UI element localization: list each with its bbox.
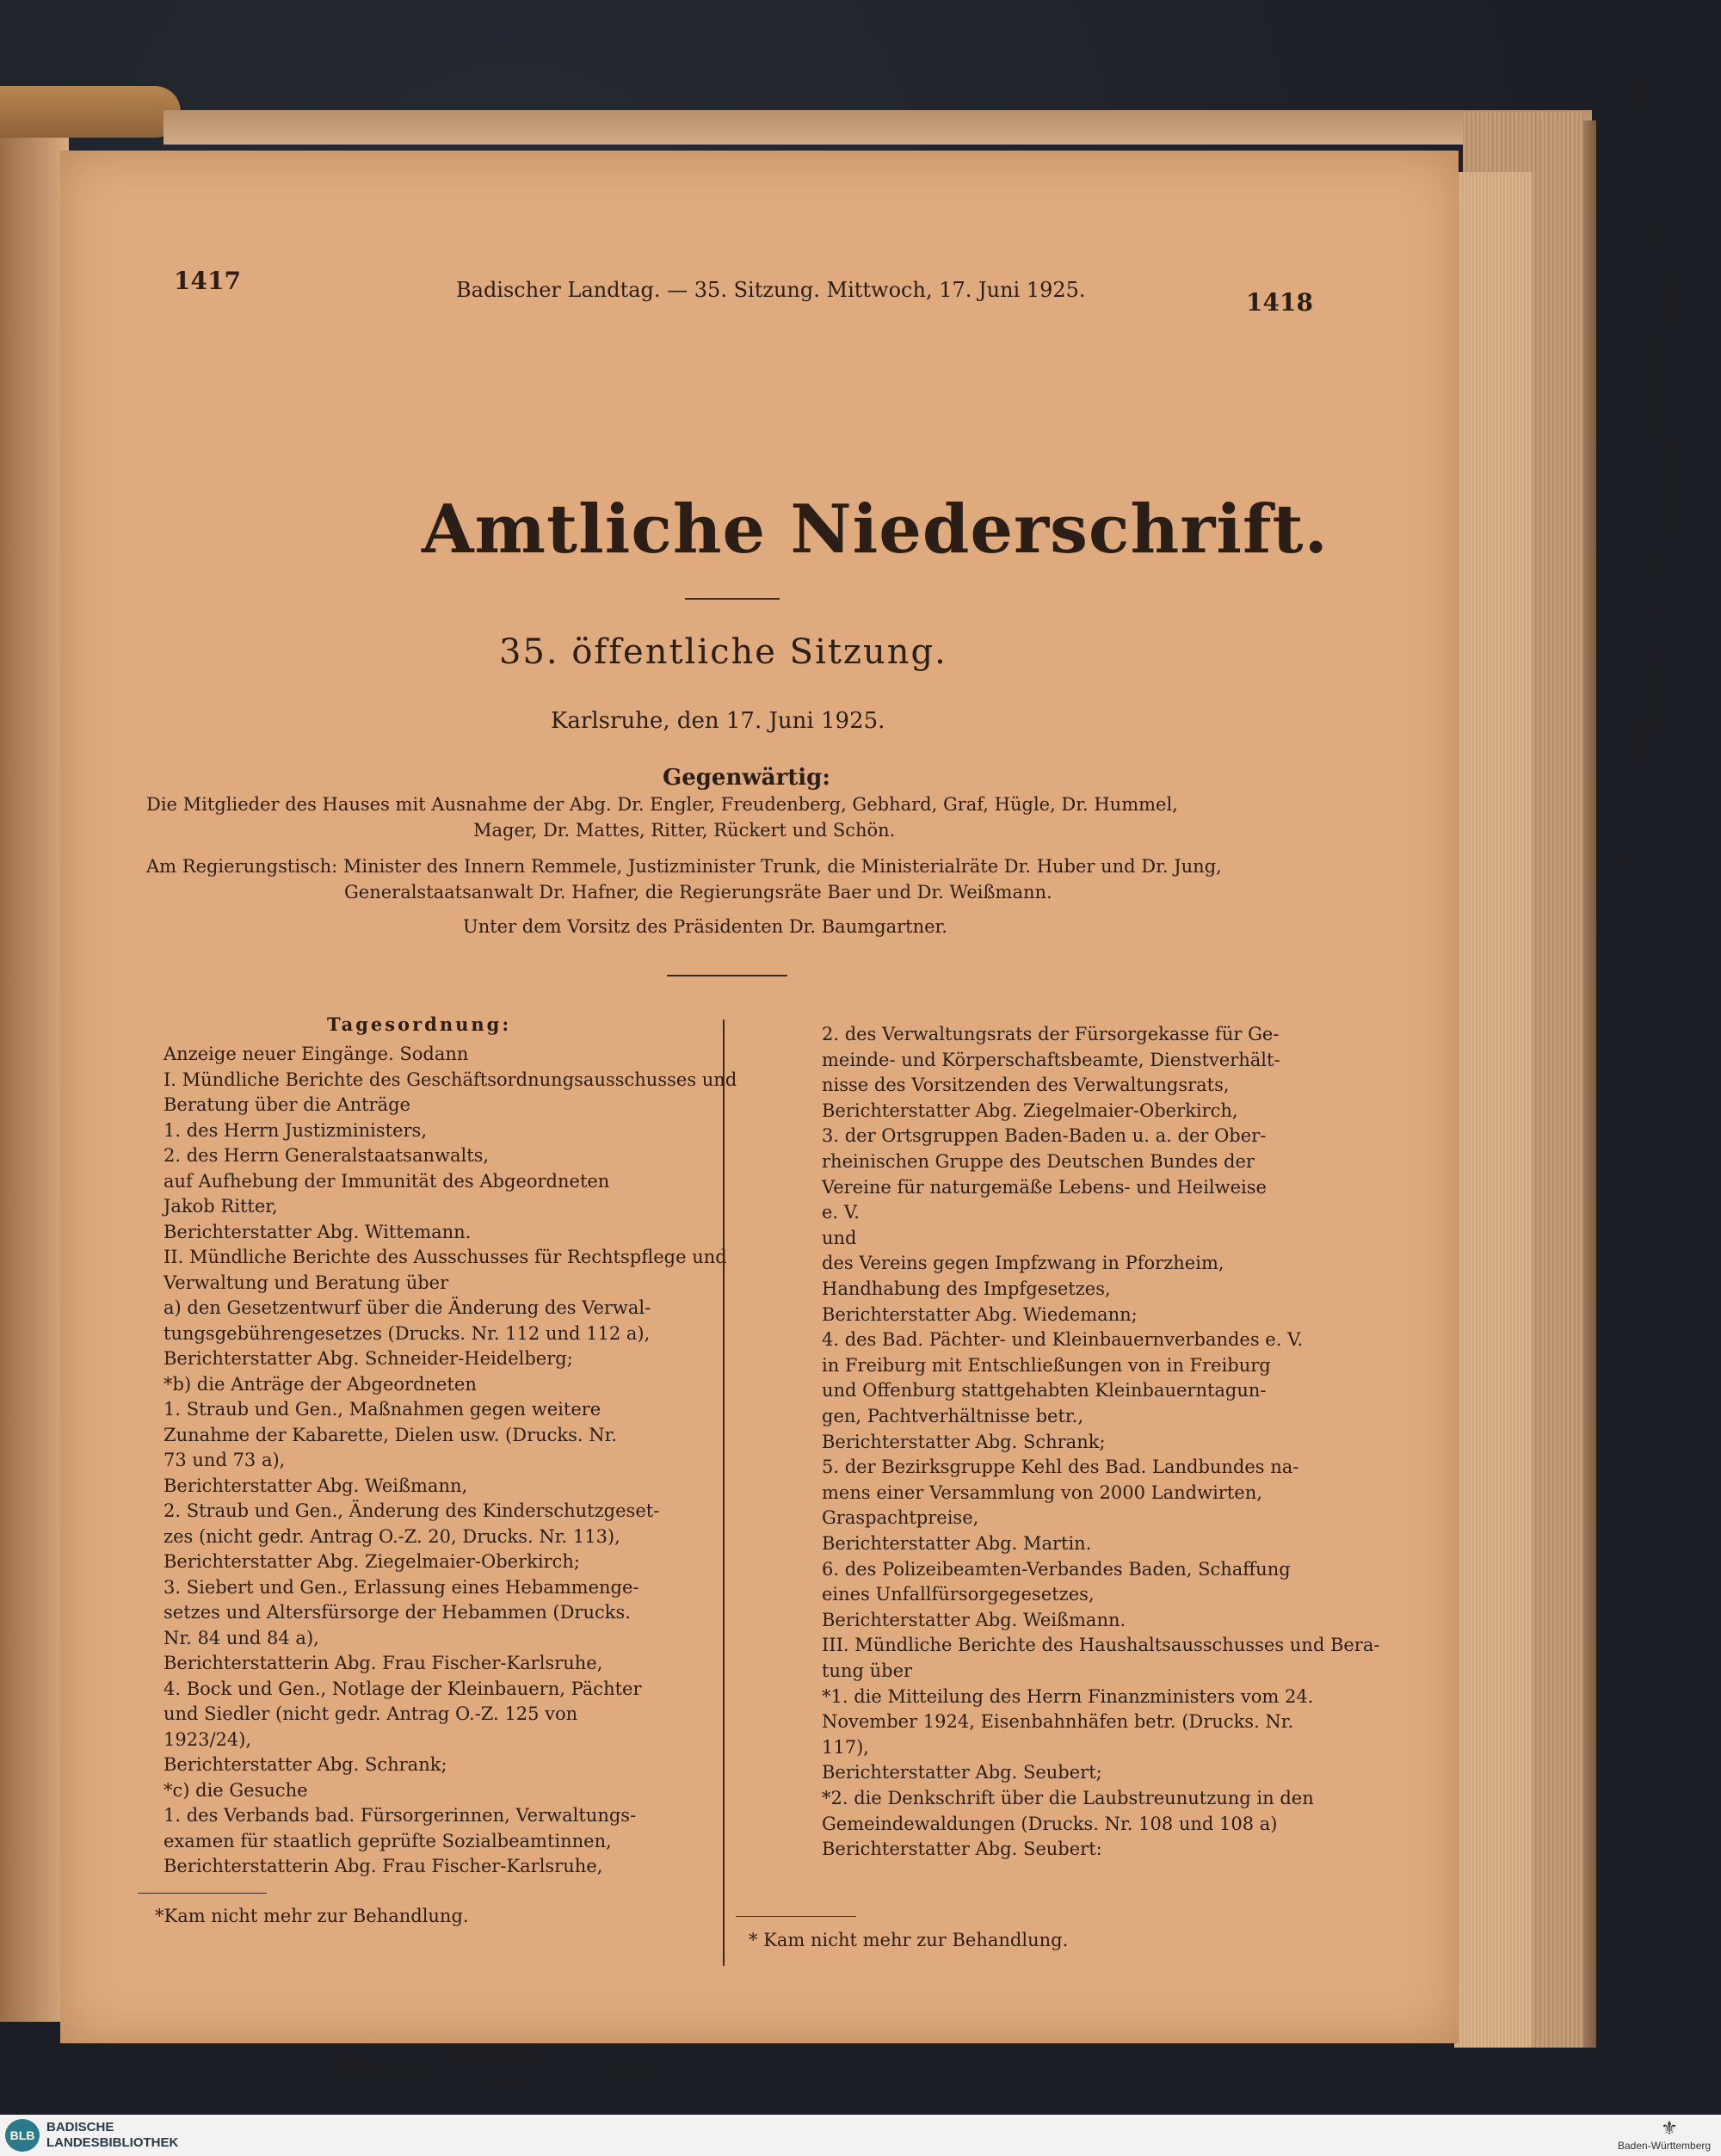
session-subtitle: 35. öffentliche Sitzung. bbox=[499, 632, 947, 672]
agenda-line: Berichterstatter Abg. Schrank; bbox=[163, 1754, 447, 1775]
agenda-line: des Vereins gegen Impfzwang in Pforzheim, bbox=[822, 1253, 1224, 1274]
facing-page-strip bbox=[0, 138, 69, 2022]
place-date: Karlsruhe, den 17. Juni 1925. bbox=[551, 708, 885, 734]
state-crest-icon: ⚜ bbox=[1661, 2117, 1678, 2139]
agenda-line: und Siedler (nicht gedr. Antrag O.-Z. 125 von bbox=[163, 1703, 578, 1724]
left-page-number: 1417 bbox=[174, 267, 241, 295]
right-footnote: * Kam nicht mehr zur Behandlung. bbox=[749, 1930, 1069, 1950]
agenda-line: Berichterstatterin Abg. Frau Fischer-Karlsruhe, bbox=[163, 1653, 603, 1673]
column-divider bbox=[723, 1019, 725, 1966]
members-line-1: Die Mitglieder des Hauses mit Ausnahme der Abg. Dr. Engler, Freudenberg, Gebhard, Graf, Hügle, Dr. Hummel, bbox=[146, 794, 1178, 815]
agenda-line: 1. des Verbands bad. Fürsorgerinnen, Verwaltungs- bbox=[163, 1805, 637, 1826]
agenda-line: Graspachtpreise, bbox=[822, 1507, 979, 1529]
agenda-line: Berichterstatter Abg. Schrank; bbox=[822, 1431, 1106, 1452]
agenda-line: Zunahme der Kabarette, Dielen usw. (Drucks. Nr. bbox=[163, 1424, 618, 1445]
library-name-line-2: LANDESBIBLIOTHEK bbox=[46, 2135, 179, 2150]
agenda-line: 6. des Polizeibeamten-Verbandes Baden, Schaffung bbox=[822, 1558, 1291, 1580]
government-line-2: Generalstaatsanwalt Dr. Hafner, die Regierungsräte Baer und Dr. Weißmann. bbox=[344, 882, 1052, 902]
agenda-line: Verwaltung und Beratung über bbox=[163, 1272, 449, 1293]
agenda-line: Anzeige neuer Eingänge. Sodann bbox=[163, 1044, 469, 1064]
agenda-line: 5. der Bezirksgruppe Kehl des Bad. Landbundes na- bbox=[822, 1457, 1299, 1478]
section-divider bbox=[667, 975, 787, 976]
agenda-line: *2. die Denkschrift über die Laubstreunutzung in den bbox=[822, 1788, 1314, 1808]
government-line-1: Am Regierungstisch: Minister des Innern Remmele, Justizminister Trunk, die Ministerialräte Dr. Huber und Dr. Jung, bbox=[146, 856, 1222, 877]
agenda-line: zes (nicht gedr. Antrag O.-Z. 20, Drucks. Nr. 113), bbox=[163, 1525, 620, 1547]
agenda-line: 4. Bock und Gen., Notlage der Kleinbauern, Pächter bbox=[163, 1678, 642, 1699]
agenda-line: 3. Siebert und Gen., Erlassung eines Hebammenge- bbox=[163, 1576, 639, 1598]
agenda-line: Berichterstatter Abg. Weißmann. bbox=[822, 1609, 1126, 1630]
agenda-line: a) den Gesetzentwurf über die Änderung des Verwal- bbox=[163, 1297, 651, 1318]
agenda-line: Berichterstatter Abg. Wiedemann; bbox=[822, 1303, 1138, 1325]
agenda-line: 1. des Herrn Justizministers, bbox=[163, 1119, 427, 1141]
agenda-line: 2. des Herrn Generalstaatsanwalts, bbox=[163, 1145, 490, 1166]
agenda-line: III. Mündliche Berichte des Haushaltsausschusses und Bera- bbox=[822, 1635, 1380, 1656]
page-stack bbox=[1454, 172, 1532, 2048]
agenda-line: tungsgebührengesetzes (Drucks. Nr. 112 und 112 a), bbox=[163, 1322, 651, 1344]
agenda-line: auf Aufhebung der Immunität des Abgeordneten bbox=[163, 1170, 610, 1192]
agenda-line: November 1924, Eisenbahnhäfen betr. (Drucks. Nr. bbox=[822, 1711, 1294, 1733]
agenda-line: Handhabung des Impfgesetzes, bbox=[822, 1278, 1111, 1299]
agenda-line: Berichterstatter Abg. Ziegelmaier-Oberkirch, bbox=[822, 1100, 1238, 1121]
agenda-line: e. V. bbox=[822, 1202, 860, 1223]
page-title: Amtliche Niederschrift. bbox=[422, 490, 1329, 569]
library-name-line-1: BADISCHE bbox=[46, 2120, 114, 2134]
agenda-line: Berichterstatter Abg. Ziegelmaier-Oberkirch; bbox=[163, 1551, 580, 1572]
agenda-line: I. Mündliche Berichte des Geschäftsordnungsausschusses und bbox=[163, 1069, 737, 1090]
agenda-line: 3. der Ortsgruppen Baden-Baden u. a. der Ober- bbox=[822, 1125, 1267, 1147]
left-footnote-rule bbox=[138, 1893, 267, 1894]
agenda-line: examen für staatlich geprüfte Sozialbeamtinnen, bbox=[163, 1830, 612, 1851]
agenda-line: Berichterstatter Abg. Seubert: bbox=[822, 1839, 1102, 1860]
agenda-line: und Offenburg stattgehabten Kleinbauerntagun- bbox=[822, 1380, 1267, 1401]
document-page bbox=[60, 151, 1459, 2043]
agenda-line: 4. des Bad. Pächter- und Kleinbauernverbandes e. V. bbox=[822, 1329, 1304, 1351]
agenda-line: tung über bbox=[822, 1660, 913, 1681]
agenda-line: Berichterstatter Abg. Wittemann. bbox=[163, 1221, 472, 1242]
agenda-line: Berichterstatter Abg. Schneider-Heidelberg; bbox=[163, 1348, 573, 1369]
library-logo-icon: BLB bbox=[5, 2119, 40, 2152]
agenda-line: 1923/24), bbox=[163, 1728, 252, 1750]
agenda-line: in Freiburg mit Entschließungen von in Freiburg bbox=[822, 1354, 1271, 1376]
agenda-line: Berichterstatter Abg. Martin. bbox=[822, 1533, 1092, 1554]
agenda-line: Beratung über die Anträge bbox=[163, 1094, 410, 1115]
agenda-line: *c) die Gesuche bbox=[163, 1779, 308, 1801]
agenda-line: eines Unfallfürsorgegesetzes, bbox=[822, 1584, 1095, 1605]
agenda-line: und bbox=[822, 1227, 857, 1248]
agenda-line: II. Mündliche Berichte des Ausschusses für Rechtspflege und bbox=[163, 1247, 727, 1267]
left-footnote: *Kam nicht mehr zur Behandlung. bbox=[155, 1906, 469, 1926]
agenda-line: Nr. 84 und 84 a), bbox=[163, 1627, 319, 1648]
library-name bbox=[46, 2120, 178, 2151]
bookmark-ribbon bbox=[0, 86, 181, 138]
agenda-line: Gemeindewaldungen (Drucks. Nr. 108 und 108 a) bbox=[822, 1813, 1278, 1834]
agenda-line: rheinischen Gruppe des Deutschen Bundes der bbox=[822, 1151, 1255, 1172]
title-divider bbox=[685, 598, 780, 600]
members-line-2: Mager, Dr. Mattes, Ritter, Rückert und Schön. bbox=[473, 820, 896, 841]
agenda-line: meinde- und Körperschaftsbeamte, Dienstverhält- bbox=[822, 1049, 1280, 1070]
agenda-line: *1. die Mitteilung des Herrn Finanzministers vom 24. bbox=[822, 1685, 1314, 1707]
agenda-line: 73 und 73 a), bbox=[163, 1450, 286, 1470]
agenda-line: *b) die Anträge der Abgeordneten bbox=[163, 1373, 477, 1395]
agenda-line: 2. des Verwaltungsrats der Fürsorgekasse für Ge- bbox=[822, 1024, 1280, 1044]
agenda-line: 1. Straub und Gen., Maßnahmen gegen weitere bbox=[163, 1399, 601, 1420]
agenda-line: Berichterstatter Abg. Seubert; bbox=[822, 1762, 1102, 1783]
agenda-line: Berichterstatter Abg. Weißmann, bbox=[163, 1475, 468, 1496]
right-footnote-rule bbox=[736, 1916, 856, 1917]
agenda-line: Vereine für naturgemäße Lebens- und Heilweise bbox=[822, 1176, 1267, 1198]
agenda-line: setzes und Altersfürsorge der Hebammen (Drucks. bbox=[163, 1602, 631, 1623]
chair-line: Unter dem Vorsitz des Präsidenten Dr. Baumgartner. bbox=[463, 916, 947, 937]
right-page-number: 1418 bbox=[1246, 288, 1313, 317]
agenda-heading: Tagesordnung: bbox=[327, 1013, 512, 1035]
state-label: Baden-Württemberg bbox=[1618, 2140, 1712, 2152]
present-heading: Gegenwärtig: bbox=[663, 765, 830, 791]
agenda-line: mens einer Versammlung von 2000 Landwirten, bbox=[822, 1481, 1262, 1503]
agenda-line: Berichterstatterin Abg. Frau Fischer-Karlsruhe, bbox=[163, 1856, 603, 1876]
book-top-edge bbox=[163, 110, 1592, 145]
running-title: Badischer Landtag. — 35. Sitzung. Mittwoch, 17. Juni 1925. bbox=[456, 278, 1086, 302]
agenda-line: Jakob Ritter, bbox=[163, 1196, 278, 1217]
agenda-line: gen, Pachtverhältnisse betr., bbox=[822, 1406, 1083, 1426]
agenda-line: 117), bbox=[822, 1736, 869, 1758]
agenda-line: nisse des Vorsitzenden des Verwaltungsrats, bbox=[822, 1075, 1230, 1096]
footer-bar bbox=[0, 2115, 1721, 2156]
agenda-line: 2. Straub und Gen., Änderung des Kinderschutzgeset- bbox=[163, 1500, 660, 1521]
